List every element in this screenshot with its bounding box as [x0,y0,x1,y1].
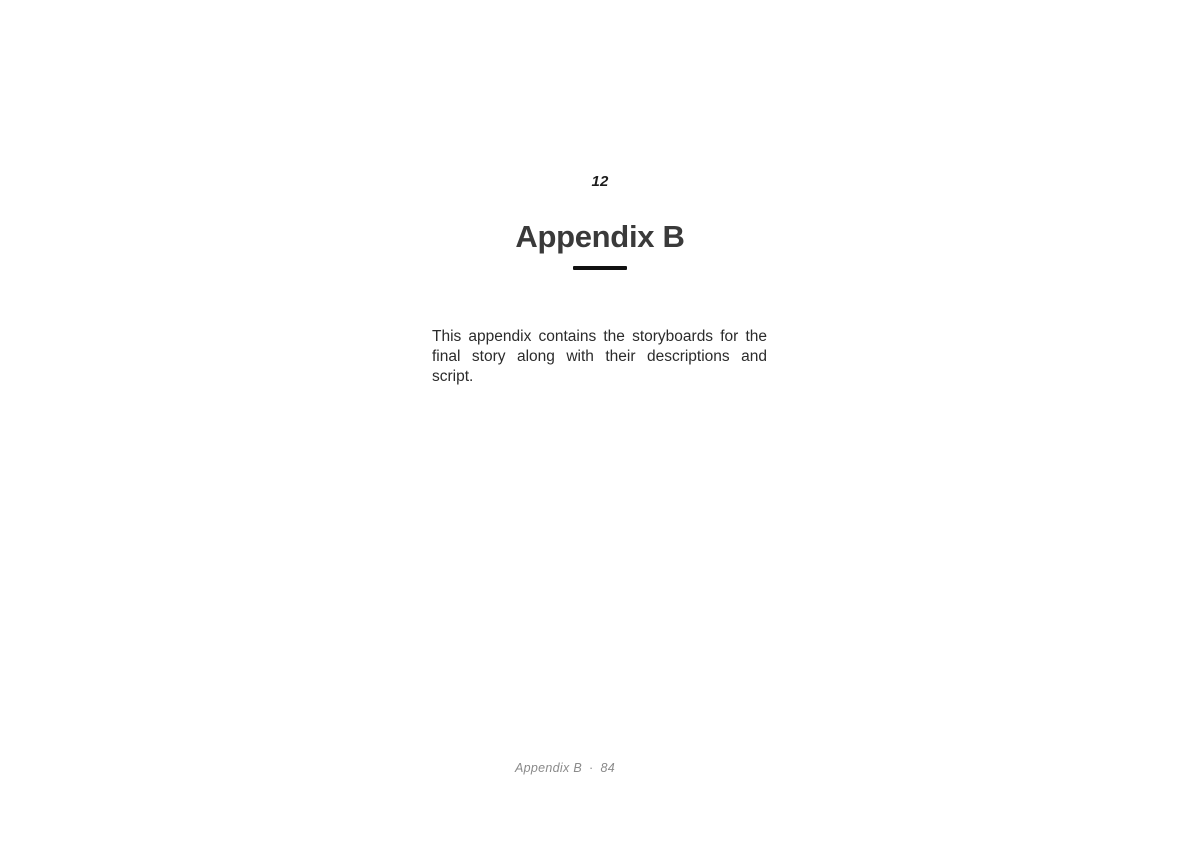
page-footer [0,761,1130,775]
page-title: Appendix B [515,218,685,254]
appendix-intro-paragraph: This appendix contains the storyboards for the final story along with their descriptions and script. [432,327,767,385]
footer-page-number: 84 [600,761,615,775]
divider-rule [573,266,627,270]
footer-separator: · [588,761,594,775]
chapter-number: 12 [591,173,609,190]
footer-label: Appendix B [515,761,582,775]
